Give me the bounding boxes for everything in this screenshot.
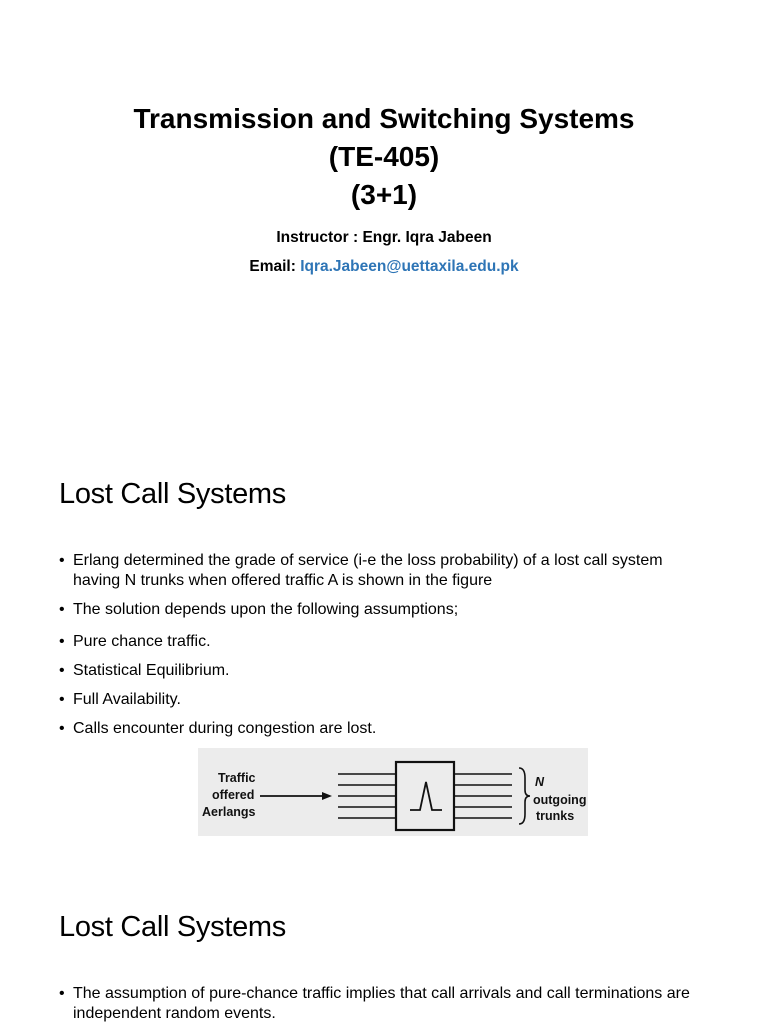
credit-hours: (3+1) [350, 179, 418, 210]
bullet-marker: • [59, 720, 65, 737]
bullet-text: Pure chance traffic. [73, 633, 211, 650]
bullet-text: Statistical Equilibrium. [73, 662, 230, 679]
slide2-heading: Lost Call Systems [59, 478, 286, 510]
slide3-heading: Lost Call Systems [59, 911, 286, 943]
input-lines [338, 774, 396, 818]
bullet-marker: • [59, 985, 65, 1002]
bullet-text: Full Availability. [73, 691, 181, 708]
bullet-marker: • [59, 633, 65, 650]
bullet-text: The assumption of pure-chance traffic implies that call arrivals and call terminations are independent random events. [73, 985, 690, 1022]
bullet-text: Erlang determined the grade of service (i-e the loss probability) of a lost call system having N trunks when offered traffic A is shown in the figure [73, 552, 663, 589]
figure-label-outgoing: outgoing [533, 793, 587, 807]
bullet-text: The solution depends upon the following assumptions; [73, 601, 459, 618]
figure-label-offered: offered [212, 788, 255, 802]
slide3-bullet-list [59, 984, 709, 1024]
switch-diagram [198, 748, 588, 836]
figure-label-erlangs: Aerlangs [202, 805, 256, 819]
bullet-item [59, 632, 709, 652]
input-arrow [260, 792, 332, 800]
bullet-text: Calls encounter during congestion are lost. [73, 720, 377, 737]
email-line [0, 257, 768, 277]
bullet-marker: • [59, 601, 65, 618]
bullet-item [59, 661, 709, 681]
email-label: Email: [249, 258, 301, 275]
slide2-bullet-list [59, 551, 709, 748]
bullet-item [59, 984, 709, 1024]
course-title: Transmission and Switching Systems [133, 103, 635, 134]
switch-symbol [410, 782, 442, 810]
bullet-marker: • [59, 552, 65, 569]
figure-label-traffic: Traffic [218, 771, 256, 785]
brace-icon [519, 768, 530, 824]
course-code: (TE-405) [328, 141, 440, 172]
bullet-item [59, 719, 709, 739]
instructor-line: Instructor : Engr. Iqra Jabeen [276, 229, 492, 246]
switch-box [396, 762, 454, 830]
bullet-item [59, 551, 709, 591]
bullet-item [59, 690, 709, 710]
lost-call-system-figure [198, 748, 588, 836]
output-trunk-lines [454, 774, 512, 818]
figure-label-trunks: trunks [536, 809, 575, 823]
bullet-item [59, 600, 709, 620]
figure-label-n: N [535, 775, 545, 789]
bullet-marker: • [59, 691, 65, 708]
email-link[interactable]: Iqra.Jabeen@uettaxila.edu.pk [300, 258, 519, 275]
bullet-marker: • [59, 662, 65, 679]
title-slide [0, 100, 768, 277]
